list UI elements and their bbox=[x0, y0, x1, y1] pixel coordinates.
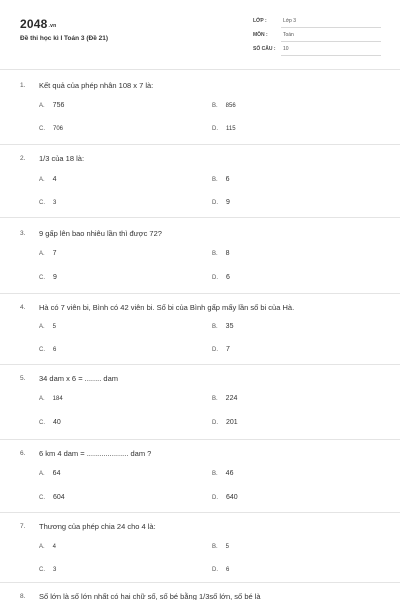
option-a[interactable] bbox=[39, 250, 57, 257]
option-key: A. bbox=[39, 177, 45, 183]
option-key: C. bbox=[39, 275, 45, 281]
question-divider bbox=[0, 364, 400, 365]
option-key: D. bbox=[212, 275, 218, 281]
meta-count-row bbox=[253, 44, 381, 56]
question-text: 6 km 4 dam = .................... dam ? bbox=[39, 449, 152, 458]
option-value: 6 bbox=[226, 567, 230, 573]
option-b[interactable] bbox=[212, 470, 233, 477]
option-key: C. bbox=[39, 495, 45, 501]
meta-subject-row bbox=[253, 30, 381, 42]
question-text: Số lớn là số lớn nhất có hai chữ số, số bé bằng 1/3số lớn, số bé là bbox=[39, 592, 261, 600]
option-c[interactable] bbox=[39, 419, 61, 426]
question-number: 8. bbox=[20, 593, 26, 600]
option-value: 6 bbox=[225, 176, 230, 183]
option-value: 3 bbox=[53, 200, 57, 206]
question-number: 2. bbox=[20, 155, 26, 162]
option-value: 201 bbox=[226, 419, 238, 426]
question-item bbox=[0, 373, 400, 449]
meta-underline bbox=[281, 41, 381, 42]
option-d[interactable] bbox=[212, 274, 230, 281]
option-key: D. bbox=[212, 126, 218, 132]
option-a[interactable] bbox=[39, 102, 64, 109]
option-d[interactable] bbox=[212, 346, 230, 353]
question-text: Hà có 7 viên bi, Bình có 42 viên bi. Số bi của Bình gấp mấy lần số bi của Hà. bbox=[39, 303, 295, 312]
option-key: B. bbox=[212, 544, 218, 550]
option-c[interactable] bbox=[39, 199, 56, 206]
question-text: 34 dam x 6 = ........ dam bbox=[39, 374, 118, 383]
logo-suffix: .vn bbox=[48, 23, 57, 29]
question-text: Thương của phép chia 24 cho 4 là: bbox=[39, 522, 156, 531]
question-item bbox=[0, 591, 400, 600]
option-key: B. bbox=[212, 177, 218, 183]
option-b[interactable] bbox=[212, 176, 230, 183]
option-c[interactable] bbox=[39, 494, 65, 501]
option-d[interactable] bbox=[212, 125, 236, 132]
option-value: 115 bbox=[226, 126, 236, 132]
option-key: B. bbox=[212, 471, 218, 477]
question-number: 4. bbox=[20, 304, 26, 311]
option-b[interactable] bbox=[212, 102, 236, 109]
option-value: 7 bbox=[226, 346, 230, 353]
question-text: 9 gấp lên bao nhiêu lần thì được 72? bbox=[39, 229, 162, 238]
option-key: C. bbox=[39, 347, 45, 353]
option-key: C. bbox=[39, 200, 45, 206]
option-value: 640 bbox=[226, 494, 238, 501]
option-key: C. bbox=[39, 126, 45, 132]
option-key: D. bbox=[212, 495, 218, 501]
option-d[interactable] bbox=[212, 494, 238, 501]
question-number: 1. bbox=[20, 82, 26, 89]
option-c[interactable] bbox=[39, 566, 56, 573]
option-key: B. bbox=[212, 103, 218, 109]
option-b[interactable] bbox=[212, 250, 230, 257]
option-b[interactable] bbox=[212, 543, 229, 550]
option-a[interactable] bbox=[39, 176, 57, 183]
question-divider bbox=[0, 582, 400, 583]
meta-value: Toán bbox=[283, 32, 294, 38]
option-c[interactable] bbox=[39, 125, 63, 132]
option-value: 224 bbox=[225, 395, 238, 402]
question-divider bbox=[0, 439, 400, 440]
question-item bbox=[0, 302, 400, 378]
option-value: 604 bbox=[53, 494, 65, 501]
question-number: 5. bbox=[20, 375, 26, 382]
meta-label: LỚP : bbox=[253, 18, 267, 24]
question-number: 7. bbox=[20, 523, 26, 530]
question-number: 3. bbox=[20, 230, 26, 237]
meta-underline bbox=[281, 27, 381, 28]
option-value: 706 bbox=[53, 126, 64, 132]
option-value: 184 bbox=[52, 396, 63, 402]
question-divider bbox=[0, 144, 400, 145]
option-value: 35 bbox=[225, 323, 234, 330]
exam-header bbox=[0, 0, 400, 70]
option-a[interactable] bbox=[39, 543, 56, 550]
option-b[interactable] bbox=[212, 323, 233, 330]
logo-text: 2048 bbox=[20, 17, 48, 31]
option-value: 64 bbox=[52, 470, 61, 477]
option-b[interactable] bbox=[212, 395, 237, 402]
option-value: 7 bbox=[52, 250, 57, 257]
option-d[interactable] bbox=[212, 566, 229, 573]
question-number: 6. bbox=[20, 450, 26, 457]
site-logo[interactable] bbox=[20, 17, 56, 31]
option-value: 3 bbox=[53, 567, 57, 573]
option-d[interactable] bbox=[212, 419, 238, 426]
option-key: D. bbox=[212, 567, 218, 573]
option-key: D. bbox=[212, 420, 218, 426]
option-d[interactable] bbox=[212, 199, 230, 206]
option-a[interactable] bbox=[39, 470, 60, 477]
question-item bbox=[0, 521, 400, 597]
meta-label: SỐ CÂU : bbox=[253, 46, 276, 52]
option-key: A. bbox=[39, 471, 45, 477]
option-value: 9 bbox=[226, 199, 230, 206]
meta-value: Lớp 3 bbox=[283, 18, 297, 24]
meta-value: 10 bbox=[283, 46, 289, 52]
option-a[interactable] bbox=[39, 323, 56, 330]
option-value: 5 bbox=[52, 324, 57, 330]
option-value: 756 bbox=[52, 102, 65, 109]
option-c[interactable] bbox=[39, 274, 57, 281]
header-divider bbox=[0, 69, 400, 70]
option-value: 46 bbox=[225, 470, 234, 477]
option-value: 6 bbox=[226, 274, 230, 281]
meta-underline bbox=[281, 55, 381, 56]
option-key: A. bbox=[39, 103, 45, 109]
option-value: 856 bbox=[225, 103, 236, 109]
question-text: 1/3 của 18 là: bbox=[39, 154, 85, 163]
question-text: Kết quả của phép nhân 108 x 7 là: bbox=[39, 81, 154, 90]
option-key: A. bbox=[39, 544, 45, 550]
meta-class-row bbox=[253, 16, 381, 28]
option-value: 40 bbox=[53, 419, 61, 426]
option-value: 9 bbox=[53, 274, 57, 281]
option-value: 4 bbox=[52, 544, 57, 550]
option-key: A. bbox=[39, 251, 45, 257]
option-value: 8 bbox=[225, 250, 230, 257]
option-key: C. bbox=[39, 420, 45, 426]
option-key: A. bbox=[39, 396, 45, 402]
option-key: B. bbox=[212, 251, 218, 257]
option-a[interactable] bbox=[39, 395, 63, 402]
meta-label: MÔN : bbox=[253, 32, 268, 38]
question-divider bbox=[0, 217, 400, 218]
option-c[interactable] bbox=[39, 346, 56, 353]
exam-title: Đề thi học kì I Toán 3 (Đề 21) bbox=[20, 35, 109, 42]
option-key: B. bbox=[212, 396, 218, 402]
option-value: 5 bbox=[225, 544, 230, 550]
option-key: A. bbox=[39, 324, 45, 330]
option-value: 6 bbox=[53, 347, 57, 353]
option-value: 4 bbox=[52, 176, 57, 183]
question-divider bbox=[0, 293, 400, 294]
option-key: D. bbox=[212, 347, 218, 353]
option-key: D. bbox=[212, 200, 218, 206]
option-key: B. bbox=[212, 324, 218, 330]
option-key: C. bbox=[39, 567, 45, 573]
question-divider bbox=[0, 512, 400, 513]
